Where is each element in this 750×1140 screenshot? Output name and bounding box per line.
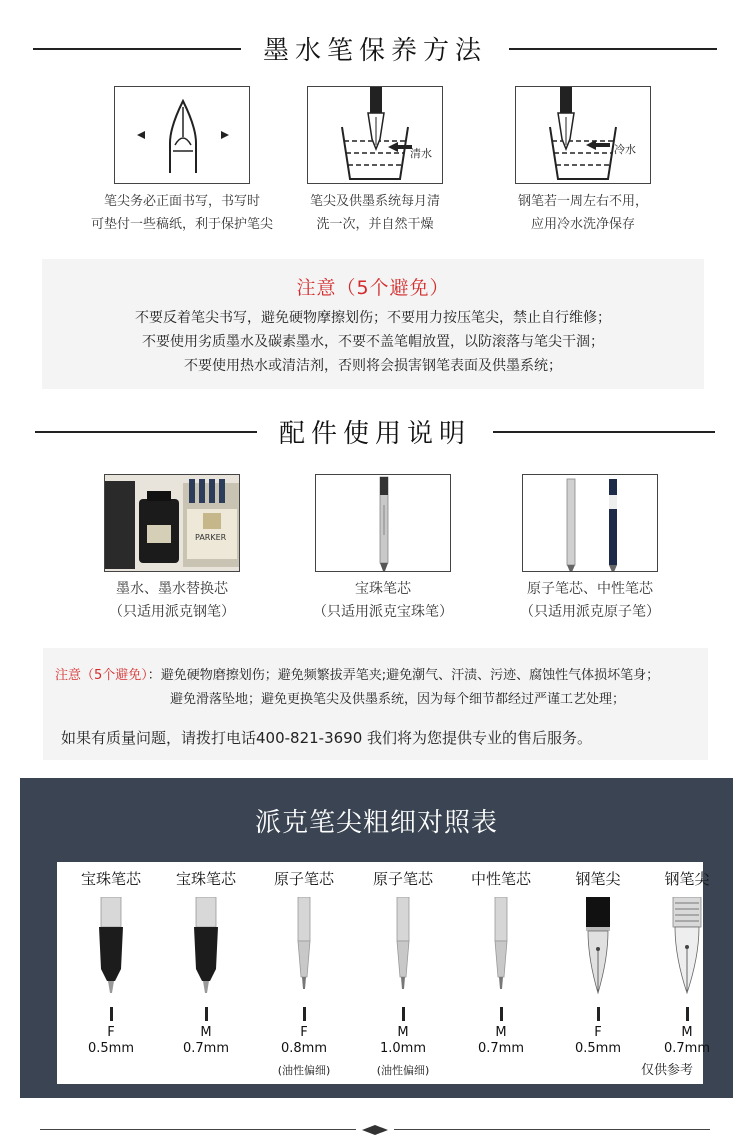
notice-line-3: 不要使用热水或清洁剂，否则将会损害钢笔表面及供墨系统； — [184, 358, 562, 374]
nib-dark-tip-icon — [568, 897, 628, 997]
ballpoint-refill-photo — [522, 474, 658, 572]
accessory-rollerball — [283, 474, 483, 624]
care-caption-3b: 应用冷水洗净保存 — [530, 217, 635, 232]
accessory-notice-label: 注意（5个避免） — [55, 668, 148, 683]
comparison-column — [455, 862, 547, 1063]
notice-line-2: 不要使用劣质墨水及碳素墨水，不要不盖笔帽放置，以防滚落与笔尖干涸； — [142, 334, 604, 350]
refill-type-label: 原子笔芯 — [372, 870, 433, 888]
refill-type-label: 宝珠笔芯 — [80, 870, 141, 888]
care-section-title: 墨水笔保养方法 — [262, 36, 487, 66]
size-code: F — [107, 1025, 115, 1040]
cold-water-illustration — [515, 86, 651, 184]
title-rule-right — [493, 431, 715, 433]
size-code: M — [397, 1025, 409, 1040]
size-code: M — [495, 1025, 507, 1040]
nib-silver-tip-icon — [657, 897, 717, 997]
divider-line-right — [394, 1129, 710, 1130]
divider-diamond-icon — [360, 1125, 390, 1135]
refill-type-label: 原子笔芯 — [273, 870, 334, 888]
care-caption-2b: 洗一次，并自然干燥 — [316, 217, 434, 232]
size-marker — [500, 1007, 503, 1021]
ballpoint-tip-icon — [471, 897, 531, 997]
comparison-column — [552, 862, 644, 1063]
service-hotline-text: 如果有质量问题，请拨打电话400-821-3690 我们将为您提供专业的售后服务。 — [61, 729, 593, 747]
bottom-divider — [40, 1125, 710, 1135]
comparison-column — [160, 862, 252, 1063]
refill-type-label: 钢笔尖 — [664, 870, 710, 888]
comparison-column — [258, 862, 350, 1079]
reference-only-note: 仅供参考 — [640, 1063, 693, 1078]
line-width: 1.0mm — [379, 1041, 426, 1056]
ink-note: (油性偏细) — [376, 1064, 430, 1077]
comparison-column — [641, 862, 733, 1063]
care-item-monthly-clean — [290, 86, 460, 236]
refill-type-label: 中性笔芯 — [470, 870, 531, 888]
care-caption-3a: 钢笔若一周左右不用， — [517, 194, 648, 209]
accessory-section-title: 配件使用说明 — [278, 419, 471, 449]
line-width: 0.7mm — [182, 1041, 229, 1056]
accessory-section-header — [0, 413, 750, 450]
line-width: 0.8mm — [280, 1041, 327, 1056]
size-marker — [110, 1007, 113, 1021]
accessory-caption-1a: 墨水、墨水替换芯 — [116, 581, 228, 597]
accessory-notice-box — [43, 648, 708, 760]
notice-box — [42, 259, 704, 389]
title-rule-left — [33, 48, 241, 50]
accessory-notice-row-1 — [55, 664, 659, 683]
line-width: 0.5mm — [574, 1041, 621, 1056]
ballpoint-tip-icon — [274, 897, 334, 997]
refill-type-label: 钢笔尖 — [575, 870, 621, 888]
cold-water-tag: 冷水 — [614, 143, 636, 156]
ink-note: (油性偏细) — [277, 1064, 331, 1077]
comparison-column — [65, 862, 157, 1063]
care-caption-2a: 笔尖及供墨系统每月清 — [309, 194, 440, 209]
rollerball-tip-icon — [81, 897, 141, 997]
care-item-cold-water — [498, 86, 668, 236]
care-item-writing — [82, 86, 282, 236]
accessory-ballpoint — [490, 474, 690, 624]
title-rule-left — [35, 431, 257, 433]
care-caption-1a: 笔尖务必正面书写，书写时 — [103, 194, 260, 209]
line-width: 0.7mm — [663, 1041, 710, 1056]
nib-front-illustration — [114, 86, 250, 184]
comparison-table — [57, 862, 710, 1084]
rollerball-refill-photo — [315, 474, 451, 572]
notice-title: 注意（5个避免） — [296, 277, 450, 299]
ink-bottle-photo — [104, 474, 240, 572]
size-code: M — [200, 1025, 212, 1040]
care-caption-1b: 可垫付一些稿纸，利于保护笔尖 — [90, 217, 273, 232]
clean-water-illustration — [307, 86, 443, 184]
divider-line-left — [40, 1129, 356, 1130]
comparison-title: 派克笔尖粗细对照表 — [254, 808, 498, 838]
accessory-caption-3b: （只适用派克原子笔） — [520, 604, 660, 620]
line-width: 0.5mm — [87, 1041, 134, 1056]
accessory-caption-1b: （只适用派克钢笔） — [109, 604, 235, 620]
accessory-notice-text-1: ：避免硬物磨擦划伤；避免频繁拔弄笔夹;避免潮气、汗渍、污迹、腐蚀性气体损坏笔身； — [147, 668, 660, 683]
accessory-caption-2a: 宝珠笔芯 — [355, 581, 411, 597]
comparison-column — [357, 862, 449, 1079]
size-code: F — [594, 1025, 602, 1040]
accessory-caption-3a: 原子笔芯、中性笔芯 — [527, 581, 653, 597]
care-section-header — [0, 30, 750, 67]
size-marker — [205, 1007, 208, 1021]
accessory-caption-2b: （只适用派克宝珠笔） — [313, 604, 453, 620]
nib-comparison-panel — [20, 778, 733, 1098]
rollerball-tip-icon — [176, 897, 236, 997]
size-marker — [686, 1007, 689, 1021]
refill-type-label: 宝珠笔芯 — [175, 870, 236, 888]
clean-water-tag: 清水 — [410, 147, 432, 160]
ink-brand-label: PARKER — [195, 533, 227, 542]
size-code: F — [300, 1025, 308, 1040]
size-marker — [402, 1007, 405, 1021]
accessory-notice-row-2: 避免滑落坠地；避免更换笔尖及供墨系统，因为每个细节都经过严谨工艺处理； — [170, 692, 626, 707]
size-marker — [303, 1007, 306, 1021]
notice-line-1: 不要反着笔尖书写，避免硬物摩擦划伤；不要用力按压笔尖，禁止自行维修； — [135, 310, 611, 326]
size-code: M — [681, 1025, 693, 1040]
size-marker — [597, 1007, 600, 1021]
title-rule-right — [509, 48, 717, 50]
ballpoint-tip-icon — [373, 897, 433, 997]
line-width: 0.7mm — [477, 1041, 524, 1056]
accessory-ink — [72, 474, 272, 624]
